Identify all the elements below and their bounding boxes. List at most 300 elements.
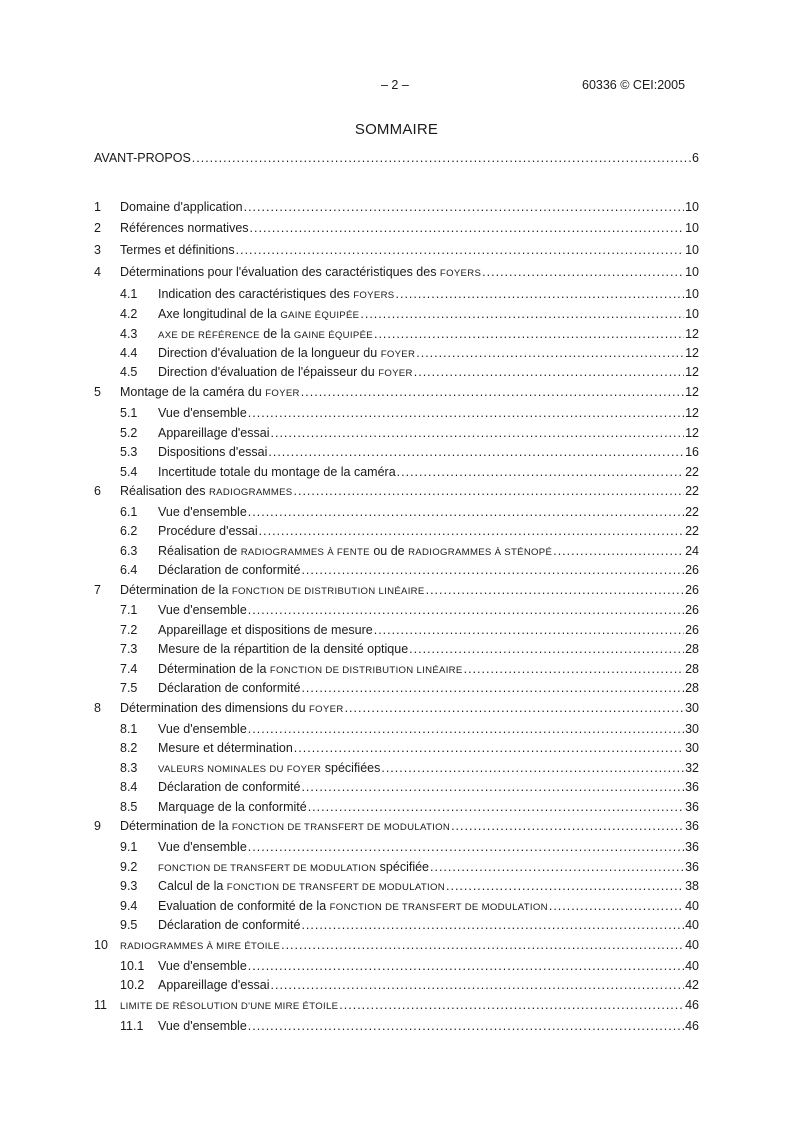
dot-leader (192, 148, 691, 168)
toc-entry[interactable] (94, 620, 699, 640)
toc-entry-number: 11.1 (120, 1019, 144, 1033)
toc-entry-number: 8 (94, 701, 101, 715)
toc-entry-line (120, 382, 699, 404)
toc-entry-text: Déclaration de conformité (158, 918, 301, 932)
toc-entry-page: 30 (685, 741, 699, 755)
toc-entry-text: Dispositions d'essai (158, 445, 268, 459)
toc-entry-page: 26 (685, 563, 699, 577)
toc-entry[interactable] (94, 343, 699, 363)
toc-entry-page: 36 (685, 819, 699, 833)
toc-entry-title (158, 560, 300, 580)
toc-entry-term: LIMITE DE RÉSOLUTION D'UNE MIRE ÉTOILE (120, 1001, 339, 1012)
dot-leader (281, 935, 684, 955)
toc-entry-number: 8.4 (120, 780, 138, 794)
toc-entry-number: 7.2 (120, 623, 138, 637)
dot-leader (244, 197, 684, 217)
dot-leader (248, 403, 684, 423)
dot-leader (250, 218, 685, 238)
toc-entry[interactable] (94, 148, 699, 168)
toc-entry[interactable] (94, 995, 699, 1015)
toc-entry-text: Déclaration de conformité (158, 681, 301, 695)
toc-entry-number: 6.1 (120, 505, 138, 519)
toc-entry-page: 10 (685, 221, 699, 235)
toc-entry-title (158, 1016, 247, 1036)
toc-entry-text: Direction d'évaluation de la longueur du (158, 346, 381, 360)
toc-entry-number: 8.3 (120, 761, 138, 775)
toc-entry-page: 22 (685, 524, 699, 538)
toc-entry-number: 6 (94, 484, 101, 498)
toc-entry-title (158, 423, 270, 443)
toc-entry-term: FONCTION DE TRANSFERT DE MODULATION (329, 902, 548, 913)
toc-entry-number: 9.1 (120, 840, 138, 854)
toc-entry-title (158, 956, 247, 976)
toc-entry[interactable] (94, 896, 699, 916)
toc-entry-text: Evaluation de conformité de la (158, 899, 330, 913)
dot-leader (271, 423, 685, 443)
toc-entry-line (158, 639, 699, 659)
toc-entry-text: Références normatives (120, 221, 249, 235)
toc-entry-page: 10 (685, 200, 699, 214)
toc-entry[interactable] (94, 304, 699, 324)
toc-entry[interactable] (94, 481, 699, 501)
toc-entry-title (158, 284, 395, 306)
toc-entry-number: 4.1 (120, 287, 138, 301)
dot-leader (248, 719, 684, 739)
toc-entry-text: Vue d'ensemble (158, 840, 247, 854)
dot-leader (549, 896, 684, 916)
toc-entry-text: Déterminations pour l'évaluation des caractéristiques des (120, 265, 440, 279)
toc-entry-line (158, 678, 699, 698)
toc-entry-text: Vue d'ensemble (158, 505, 247, 519)
toc-entry-number: 10.1 (120, 959, 145, 973)
toc-entry-text: Détermination de la (158, 662, 270, 676)
toc-entry-number: 6.2 (120, 524, 138, 538)
toc-entry[interactable] (94, 975, 699, 995)
toc-entry[interactable] (94, 876, 699, 896)
toc-entry-page: 22 (685, 465, 699, 479)
toc-entry-page: 26 (685, 623, 699, 637)
toc-entry-title (158, 620, 373, 640)
toc-entry-line (158, 423, 699, 443)
toc-entry-line (158, 284, 699, 306)
dot-leader (381, 758, 684, 778)
toc-entry-page: 12 (685, 327, 699, 341)
toc-entry-text: Marquage de la conformité (158, 800, 307, 814)
toc-entry-page: 36 (685, 800, 699, 814)
toc-entry-title (158, 915, 300, 935)
toc-entry-page: 40 (685, 918, 699, 932)
toc-entry-text: Direction d'évaluation de l'épaisseur du (158, 365, 379, 379)
toc-entry[interactable] (94, 560, 699, 580)
toc-entry[interactable] (94, 403, 699, 423)
toc-entry[interactable] (94, 857, 699, 877)
toc-entry[interactable] (94, 324, 699, 344)
toc-entry[interactable] (94, 837, 699, 857)
toc-entry-page: 22 (685, 484, 699, 498)
toc-entry-number: 1 (94, 200, 101, 214)
toc-entry[interactable] (94, 797, 699, 817)
toc-entry-line (120, 240, 699, 260)
toc-entry-term: RADIOGRAMMES (208, 487, 293, 498)
toc-entry-title (158, 837, 247, 857)
dot-leader (446, 876, 684, 896)
toc-entry-text: Indication des caractéristiques des (158, 287, 354, 301)
toc-entry-page: 32 (685, 761, 699, 775)
dot-leader (301, 777, 684, 797)
toc-entry-text: Calcul de la (158, 879, 227, 893)
dot-leader (553, 541, 684, 561)
toc-entry-text: Vue d'ensemble (158, 722, 247, 736)
toc-entry-number: 7.4 (120, 662, 138, 676)
toc-entry-page: 26 (685, 583, 699, 597)
toc-entry-page: 46 (685, 1019, 699, 1033)
toc-entry-title (158, 738, 293, 758)
toc-entry-number: 5.4 (120, 465, 138, 479)
toc-entry-number: 5 (94, 385, 101, 399)
toc-entry-title (158, 502, 247, 522)
toc-entry[interactable] (94, 678, 699, 698)
dot-leader (345, 698, 685, 718)
toc-entry-number: 3 (94, 243, 101, 257)
toc-entry-page: 40 (685, 959, 699, 973)
toc-entry-page: 38 (685, 879, 699, 893)
toc-entry-number: 10 (94, 938, 108, 952)
toc-entry[interactable] (94, 362, 699, 382)
toc-entry-text: Appareillage d'essai (158, 426, 270, 440)
toc-entry-number: 7 (94, 583, 101, 597)
toc-entry-term: FONCTION DE TRANSFERT DE MODULATION (226, 882, 445, 893)
toc-entry-term: FOYERS (439, 268, 482, 279)
toc-entry-title (158, 719, 247, 739)
dot-leader (301, 678, 684, 698)
dot-leader (409, 639, 684, 659)
dot-leader (426, 580, 684, 600)
toc-entry-line (158, 719, 699, 739)
toc-entry-term: FOYER (378, 368, 413, 379)
toc-entry-number: 9.5 (120, 918, 138, 932)
toc-entry-title (158, 777, 300, 797)
toc-entry-number: 10.2 (120, 978, 145, 992)
toc-entry-page: 22 (685, 505, 699, 519)
document-reference: 60336 © CEI:2005 (582, 78, 686, 92)
toc-entry-text: Détermination des dimensions du (120, 701, 309, 715)
dot-leader (396, 284, 685, 304)
toc-entry-page: 26 (685, 603, 699, 617)
toc-entry-title (158, 797, 307, 817)
toc-entry-title (158, 403, 247, 423)
toc-entry-line (120, 935, 699, 957)
toc-entry-text: de la (259, 327, 294, 341)
toc-entry[interactable] (94, 462, 699, 482)
toc-entry[interactable] (94, 240, 699, 260)
page-title: SOMMAIRE (354, 121, 439, 138)
toc-entry-line (158, 738, 699, 758)
toc-entry-page: 28 (685, 662, 699, 676)
toc-entry[interactable] (94, 262, 699, 282)
toc-entry-line (120, 218, 699, 238)
toc-entry[interactable] (94, 423, 699, 443)
toc-entry[interactable] (94, 541, 699, 561)
toc-entry-line (158, 975, 699, 995)
toc-entry-line (158, 521, 699, 541)
toc-entry-text: Réalisation de (158, 544, 241, 558)
toc-entry-text: Montage de la caméra du (120, 385, 266, 399)
toc-entry[interactable] (94, 698, 699, 718)
dot-leader (301, 560, 684, 580)
toc-entry-page: 40 (685, 938, 699, 952)
toc-entry-title (158, 304, 359, 326)
toc-entry-page: 12 (685, 406, 699, 420)
toc-entry-text: Vue d'ensemble (158, 406, 247, 420)
toc-entry[interactable] (94, 521, 699, 541)
toc-entry[interactable] (94, 580, 699, 600)
toc-entry-title (158, 442, 267, 462)
toc-entry-text: Mesure et détermination (158, 741, 293, 755)
toc-entry-number: 4 (94, 265, 101, 279)
toc-entry-line (158, 362, 699, 384)
toc-entry-text: spécifiées (321, 761, 381, 775)
toc-entry-line (120, 580, 699, 602)
toc-entry-line (158, 560, 699, 580)
toc-entry-text: Procédure d'essai (158, 524, 258, 538)
toc-entry-title (94, 148, 191, 168)
toc-entry-line (94, 148, 699, 168)
toc-entry-title (158, 678, 300, 698)
toc-entry-term: RADIOGRAMMES À MIRE ÉTOILE (120, 941, 281, 952)
toc-entry-title (120, 240, 235, 260)
toc-entry-number: 4.4 (120, 346, 138, 360)
toc-entry-number: 6.3 (120, 544, 138, 558)
dot-leader (248, 600, 684, 620)
toc-entry-number: 9 (94, 819, 101, 833)
toc-entry[interactable] (94, 502, 699, 522)
toc-entry-page: 40 (685, 899, 699, 913)
toc-entry-title (158, 521, 258, 541)
toc-entry-page: 6 (692, 151, 699, 165)
dot-leader (374, 324, 684, 344)
toc-entry-title (120, 262, 481, 284)
toc-entry-term: FONCTION DE TRANSFERT DE MODULATION (158, 863, 377, 874)
dot-leader (451, 816, 684, 836)
toc-entry-page: 16 (685, 445, 699, 459)
page-number: – 2 – (381, 78, 409, 92)
toc-entry-text: Appareillage et dispositions de mesure (158, 623, 373, 637)
toc-entry-term: RADIOGRAMMES À FENTE (240, 547, 370, 558)
dot-leader (236, 240, 684, 260)
toc-entry-term: VALEURS NOMINALES DU FOYER (158, 764, 322, 775)
toc-entry-term: FONCTION DE DISTRIBUTION LINÉAIRE (231, 586, 425, 597)
toc-entry-text: Détermination de la (120, 583, 232, 597)
toc-entry-line (158, 442, 699, 462)
toc-entry-term: FOYER (380, 349, 416, 360)
toc-entry-number: 4.3 (120, 327, 138, 341)
toc-entry-page: 10 (685, 265, 699, 279)
dot-leader (430, 857, 684, 877)
toc-entry-text: spécifiée (376, 860, 430, 874)
toc-entry-term: RADIOGRAMMES À STÉNOPÉ (408, 547, 553, 558)
toc-entry-number: 8.1 (120, 722, 138, 736)
toc-entry-text: Vue d'ensemble (158, 603, 247, 617)
toc-entry[interactable] (94, 956, 699, 976)
toc-entry[interactable] (94, 382, 699, 402)
toc-entry-number: 5.3 (120, 445, 138, 459)
toc-entry-text: Termes et définitions (120, 243, 235, 257)
toc-entry-number: 8.5 (120, 800, 138, 814)
toc-entry-title (158, 876, 445, 898)
toc-entry-number: 4.5 (120, 365, 138, 379)
toc-entry-line (158, 1016, 699, 1036)
dot-leader (259, 521, 684, 541)
toc-entry[interactable] (94, 1016, 699, 1036)
toc-entry-number: 9.4 (120, 899, 138, 913)
toc-entry[interactable] (94, 600, 699, 620)
toc-entry-line (158, 797, 699, 817)
toc-entry-line (120, 698, 699, 720)
dot-leader (294, 481, 685, 501)
toc-entry-title (120, 580, 425, 602)
toc-entry-title (158, 639, 408, 659)
toc-entry-line (120, 816, 699, 838)
toc-entry-line (158, 462, 699, 482)
toc-entry-page: 46 (685, 998, 699, 1012)
dot-leader (248, 1016, 684, 1036)
toc-entry-page: 30 (685, 722, 699, 736)
dot-leader (308, 797, 684, 817)
toc-entry-line (120, 481, 699, 503)
toc-entry-page: 36 (685, 860, 699, 874)
toc-entry-line (158, 502, 699, 522)
dot-leader (464, 659, 684, 679)
toc-entry-number: 2 (94, 221, 101, 235)
toc-entry-line (120, 197, 699, 217)
toc-entry[interactable] (94, 777, 699, 797)
dot-leader (248, 502, 684, 522)
toc-entry-title (120, 197, 243, 217)
toc-entry-term: FOYER (265, 388, 300, 399)
toc-entry-text: Axe longitudinal de la (158, 307, 281, 321)
dot-leader (268, 442, 684, 462)
toc-entry[interactable] (94, 758, 699, 778)
toc-entry-text: Vue d'ensemble (158, 1019, 247, 1033)
toc-entry-term: AXE DE RÉFÉRENCE (158, 330, 260, 341)
toc-entry-term: FOYERS (353, 290, 395, 301)
toc-entry-title (120, 995, 338, 1017)
toc-entry-number: 9.3 (120, 879, 138, 893)
toc-entry-number: 5.1 (120, 406, 138, 420)
toc-entry-text: Vue d'ensemble (158, 959, 247, 973)
toc-entry-title (120, 382, 300, 404)
toc-entry[interactable] (94, 218, 699, 238)
toc-entry-line (120, 995, 699, 1017)
toc-entry-text: ou de (369, 544, 409, 558)
toc-entry[interactable] (94, 719, 699, 739)
dot-leader (360, 304, 684, 324)
toc-entry-page: 24 (685, 544, 699, 558)
toc-entry-term: FONCTION DE DISTRIBUTION LINÉAIRE (269, 665, 463, 676)
toc-entry-page: 12 (685, 426, 699, 440)
toc-entry-page: 28 (685, 642, 699, 656)
dot-leader (414, 362, 684, 382)
toc-entry-term: FONCTION DE TRANSFERT DE MODULATION (231, 822, 451, 833)
toc-entry[interactable] (94, 915, 699, 935)
toc-entry-title (120, 816, 450, 838)
toc-entry-line (158, 956, 699, 976)
toc-entry[interactable] (94, 197, 699, 217)
dot-leader (301, 382, 684, 402)
toc-entry[interactable] (94, 816, 699, 836)
toc-entry-number: 11 (94, 998, 107, 1012)
toc-entry-text: Domaine d'application (120, 200, 243, 214)
toc-entry-line (158, 600, 699, 620)
toc-entry-title (120, 218, 249, 238)
toc-entry-text: Déclaration de conformité (158, 563, 301, 577)
toc-entry-number: 6.4 (120, 563, 138, 577)
toc-entry-page: 12 (685, 346, 699, 360)
dot-leader (397, 462, 684, 482)
toc-entry[interactable] (94, 284, 699, 304)
toc-entry-line (158, 777, 699, 797)
toc-entry-page: 30 (685, 701, 699, 715)
toc-entry-title (158, 975, 270, 995)
toc-entry-number: 7.1 (120, 603, 138, 617)
toc-entry[interactable] (94, 659, 699, 679)
dot-leader (271, 975, 685, 995)
toc-entry-title (120, 935, 280, 957)
toc-entry[interactable] (94, 639, 699, 659)
dot-leader (374, 620, 684, 640)
dot-leader (294, 738, 684, 758)
toc-entry-line (158, 620, 699, 640)
toc-entry-title (120, 481, 293, 503)
toc-entry-text: Réalisation des (120, 484, 209, 498)
toc-entry-number: 9.2 (120, 860, 138, 874)
toc-entry-number: 5.2 (120, 426, 138, 440)
toc-entry-line (158, 915, 699, 935)
toc-entry-page: 10 (685, 307, 699, 321)
toc-entry-page: 10 (685, 243, 699, 257)
toc-entry-title (158, 362, 413, 384)
toc-entry-text: Détermination de la (120, 819, 232, 833)
toc-entry-text: Appareillage d'essai (158, 978, 270, 992)
toc-entry-page: 42 (685, 978, 699, 992)
dot-leader (339, 995, 684, 1015)
toc-entry-page: 36 (685, 840, 699, 854)
dot-leader (416, 343, 684, 363)
toc-entry-page: 12 (685, 385, 699, 399)
dot-leader (248, 837, 684, 857)
toc-entry-title (158, 600, 247, 620)
toc-entry-page: 28 (685, 681, 699, 695)
dot-leader (248, 956, 684, 976)
toc-entry-number: 7.5 (120, 681, 138, 695)
toc-entry-text: AVANT-PROPOS (94, 151, 191, 165)
toc-entry-line (158, 403, 699, 423)
toc-entry-page: 36 (685, 780, 699, 794)
toc-entry-number: 8.2 (120, 741, 138, 755)
toc-entry-page: 10 (685, 287, 699, 301)
dot-leader (482, 262, 684, 282)
toc-entry-line (158, 876, 699, 898)
toc-entry[interactable] (94, 935, 699, 955)
toc-entry-line (158, 304, 699, 326)
toc-entry[interactable] (94, 738, 699, 758)
toc-entry-title (120, 698, 344, 720)
toc-entry[interactable] (94, 442, 699, 462)
toc-entry-line (158, 837, 699, 857)
dot-leader (301, 915, 684, 935)
toc-entry-line (120, 262, 699, 284)
toc-entry-number: 4.2 (120, 307, 138, 321)
